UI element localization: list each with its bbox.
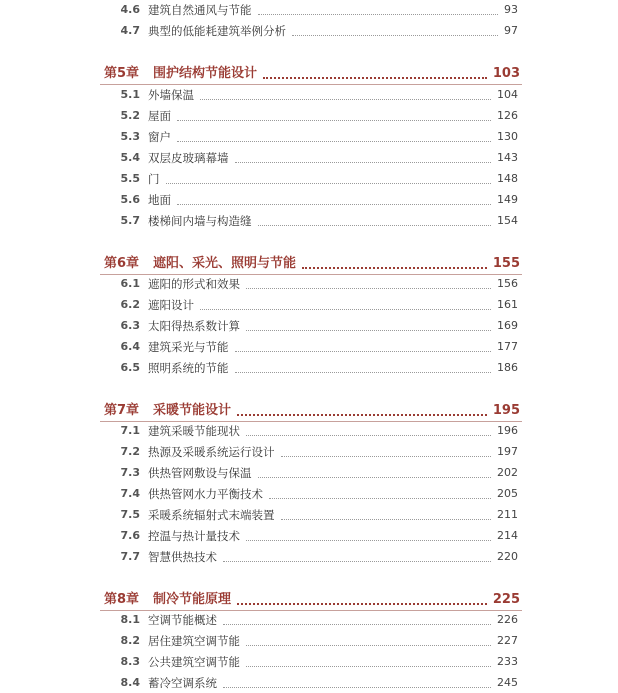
section-title: 遮阳的形式和效果	[148, 277, 240, 291]
page-number: 225	[492, 592, 520, 607]
section-number: 5.7	[120, 214, 140, 227]
toc-section-row[interactable]	[0, 463, 618, 483]
toc-section-row[interactable]	[0, 106, 618, 126]
dot-leader	[200, 99, 491, 100]
dot-leader	[166, 183, 492, 184]
section-number: 8.3	[120, 655, 140, 668]
page-number: 149	[497, 193, 518, 206]
dot-leader	[246, 645, 491, 646]
section-title: 居住建筑空调节能	[148, 634, 240, 648]
dot-leader	[223, 561, 491, 562]
section-title: 采暖系统辐射式末端装置	[148, 508, 275, 522]
dot-leader	[177, 204, 491, 205]
toc-section-row[interactable]	[0, 316, 618, 336]
toc-section-row[interactable]	[0, 610, 618, 630]
toc-section-row[interactable]	[0, 274, 618, 294]
page-number: 97	[504, 24, 518, 37]
page-number: 93	[504, 3, 518, 16]
dot-leader	[269, 498, 491, 499]
section-title: 供热管网水力平衡技术	[148, 487, 263, 501]
section-number: 7.1	[120, 424, 140, 437]
section-title: 公共建筑空调节能	[148, 655, 240, 669]
page-number: 177	[497, 340, 518, 353]
page-number: 226	[497, 613, 518, 626]
chapter-title: 围护结构节能设计	[153, 66, 258, 81]
page-number: 143	[497, 151, 518, 164]
page-number: 233	[497, 655, 518, 668]
dot-leader	[258, 477, 492, 478]
section-number: 6.4	[120, 340, 140, 353]
section-number: 6.5	[120, 361, 140, 374]
section-title: 双层皮玻璃幕墙	[148, 151, 229, 165]
dot-leader	[223, 624, 491, 625]
section-title: 建筑采光与节能	[148, 340, 229, 354]
page-number: 211	[497, 508, 518, 521]
dot-leader	[223, 687, 491, 688]
section-title: 楼梯间内墙与构造缝	[148, 214, 252, 228]
page-number: 196	[497, 424, 518, 437]
dot-leader	[258, 225, 492, 226]
page-number: 205	[497, 487, 518, 500]
page-number: 156	[497, 277, 518, 290]
chapter-title: 制冷节能原理	[153, 592, 232, 607]
toc-section-row[interactable]	[0, 652, 618, 672]
dot-leader	[200, 309, 491, 310]
toc-section-row[interactable]	[0, 295, 618, 315]
page-number: 154	[497, 214, 518, 227]
toc-chapter-row[interactable]	[0, 254, 618, 274]
section-number: 7.7	[120, 550, 140, 563]
section-number: 8.2	[120, 634, 140, 647]
section-title: 屋面	[148, 109, 171, 123]
page-number: 169	[497, 319, 518, 332]
page-number: 227	[497, 634, 518, 647]
page-number: 103	[492, 66, 520, 81]
dot-leader	[177, 120, 491, 121]
page-number: 186	[497, 361, 518, 374]
dot-leader	[263, 77, 487, 79]
toc-section-row[interactable]	[0, 505, 618, 525]
page-number: 202	[497, 466, 518, 479]
section-title: 建筑自然通风与节能	[148, 3, 252, 17]
section-number: 8.1	[120, 613, 140, 626]
section-number: 8.4	[120, 676, 140, 689]
dot-leader	[237, 414, 487, 416]
toc-section-row[interactable]	[0, 631, 618, 651]
section-number: 6.1	[120, 277, 140, 290]
page-number: 104	[497, 88, 518, 101]
chapter-title: 采暖节能设计	[153, 403, 232, 418]
toc-section-row[interactable]	[0, 85, 618, 105]
section-number: 5.5	[120, 172, 140, 185]
dot-leader	[302, 267, 487, 269]
section-title: 门	[148, 172, 160, 186]
toc-section-row[interactable]	[0, 526, 618, 546]
chapter-number: 第7章	[104, 403, 140, 418]
section-title: 蓄冷空调系统	[148, 676, 217, 690]
page-number: 155	[492, 256, 520, 271]
toc-section-row[interactable]	[0, 673, 618, 693]
section-title: 外墙保温	[148, 88, 194, 102]
page-number: 126	[497, 109, 518, 122]
toc-section-row[interactable]	[0, 484, 618, 504]
toc-section-row[interactable]	[0, 421, 618, 441]
section-number: 7.2	[120, 445, 140, 458]
section-title: 地面	[148, 193, 171, 207]
chapter-number: 第6章	[104, 256, 140, 271]
dot-leader	[237, 603, 487, 605]
toc-section-row[interactable]	[0, 127, 618, 147]
toc-section-row[interactable]	[0, 21, 618, 41]
section-number: 4.7	[120, 24, 140, 37]
dot-leader	[292, 35, 498, 36]
section-number: 7.5	[120, 508, 140, 521]
toc-section-row[interactable]	[0, 0, 618, 20]
page-number: 245	[497, 676, 518, 689]
dot-leader	[246, 288, 491, 289]
section-title: 窗户	[148, 130, 171, 144]
dot-leader	[258, 14, 499, 15]
dot-leader	[281, 456, 492, 457]
dot-leader	[246, 540, 491, 541]
toc-section-row[interactable]	[0, 547, 618, 567]
toc-section-row[interactable]	[0, 358, 618, 378]
section-title: 太阳得热系数计算	[148, 319, 240, 333]
section-title: 遮阳设计	[148, 298, 194, 312]
section-title: 空调节能概述	[148, 613, 217, 627]
toc-section-row[interactable]	[0, 211, 618, 231]
dot-leader	[246, 330, 491, 331]
section-title: 供热管网敷设与保温	[148, 466, 252, 480]
section-number: 5.1	[120, 88, 140, 101]
dot-leader	[246, 666, 491, 667]
page-number: 197	[497, 445, 518, 458]
page-number: 214	[497, 529, 518, 542]
chapter-number: 第5章	[104, 66, 140, 81]
page-number: 130	[497, 130, 518, 143]
section-title: 典型的低能耗建筑举例分析	[148, 24, 286, 38]
section-number: 7.4	[120, 487, 140, 500]
section-number: 7.6	[120, 529, 140, 542]
page-number: 148	[497, 172, 518, 185]
toc-chapter-row[interactable]	[0, 590, 618, 610]
section-number: 5.2	[120, 109, 140, 122]
dot-leader	[177, 141, 491, 142]
section-title: 智慧供热技术	[148, 550, 217, 564]
page-number: 161	[497, 298, 518, 311]
chapter-title: 遮阳、采光、照明与节能	[153, 256, 297, 271]
section-number: 6.3	[120, 319, 140, 332]
toc-section-row[interactable]	[0, 169, 618, 189]
section-number: 5.3	[120, 130, 140, 143]
dot-leader	[246, 435, 491, 436]
page-number: 220	[497, 550, 518, 563]
section-title: 热源及采暖系统运行设计	[148, 445, 275, 459]
toc-section-row[interactable]	[0, 337, 618, 357]
section-number: 6.2	[120, 298, 140, 311]
dot-leader	[281, 519, 492, 520]
section-title: 照明系统的节能	[148, 361, 229, 375]
section-number: 7.3	[120, 466, 140, 479]
dot-leader	[235, 372, 492, 373]
section-number: 5.6	[120, 193, 140, 206]
dot-leader	[235, 351, 492, 352]
toc-chapter-row[interactable]	[0, 401, 618, 421]
page-number: 195	[492, 403, 520, 418]
dot-leader	[235, 162, 492, 163]
toc-section-row[interactable]	[0, 442, 618, 462]
toc-section-row[interactable]	[0, 190, 618, 210]
section-number: 4.6	[120, 3, 140, 16]
section-title: 控温与热计量技术	[148, 529, 240, 543]
toc-section-row[interactable]	[0, 148, 618, 168]
chapter-number: 第8章	[104, 592, 140, 607]
section-number: 5.4	[120, 151, 140, 164]
section-title: 建筑采暖节能现状	[148, 424, 240, 438]
toc-chapter-row[interactable]	[0, 64, 618, 84]
